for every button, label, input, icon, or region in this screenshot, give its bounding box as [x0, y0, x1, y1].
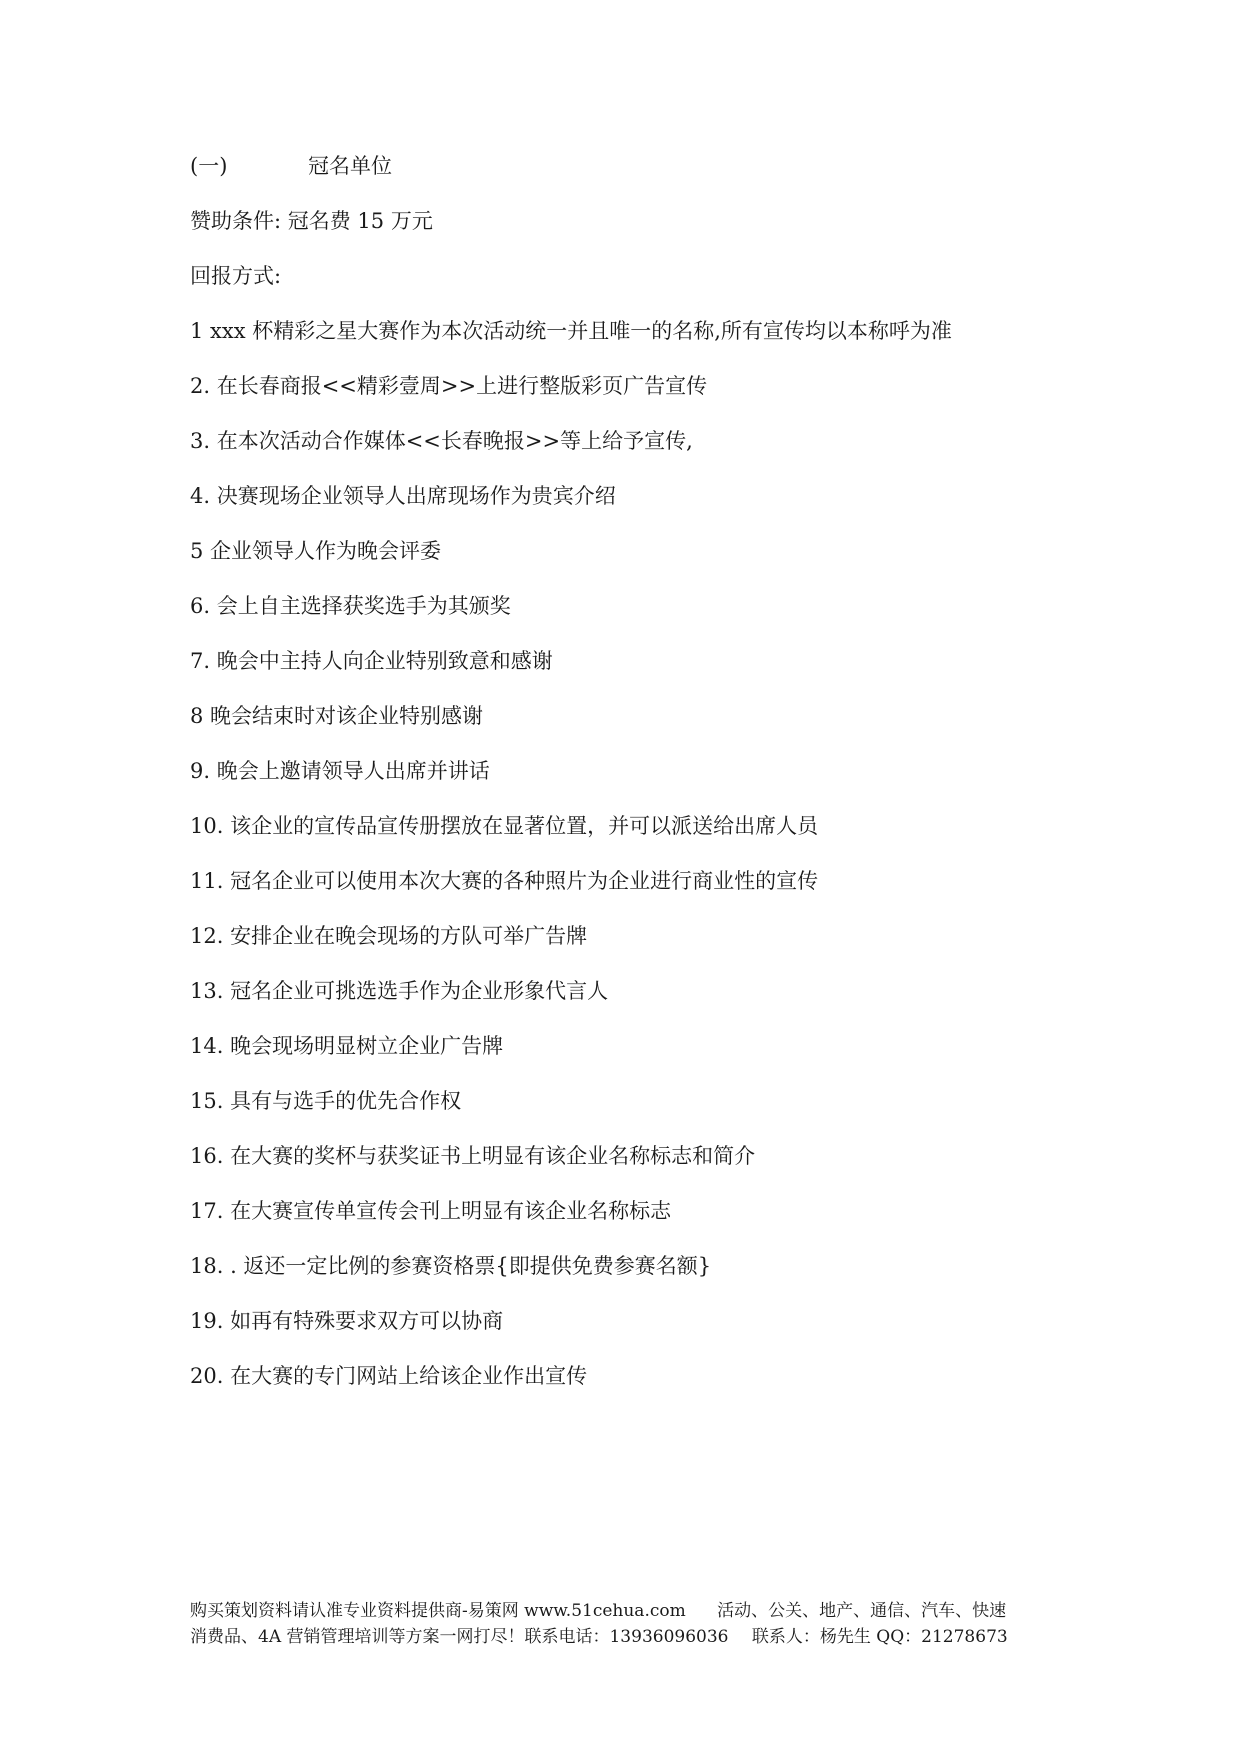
list-item: 18. . 返还一定比例的参赛资格票{即提供免费参赛名额}	[190, 1254, 712, 1278]
footer-ad-text: 购买策划资料请认准专业资料提供商-易策网	[190, 1601, 519, 1621]
list-item: 17. 在大赛宣传单宣传会刊上明显有该企业名称标志	[190, 1199, 672, 1223]
footer-phone-text: 消费品、4A 营销管理培训等方案一网打尽！联系电话：13936096036	[190, 1627, 729, 1647]
list-item: 5 企业领导人作为晚会评委	[190, 539, 442, 563]
sponsor-condition: 赞助条件: 冠名费 15 万元	[190, 209, 433, 233]
page-footer	[190, 1598, 1008, 1650]
section-number: (一)	[190, 154, 228, 178]
list-item: 7. 晚会中主持人向企业特别致意和感谢	[190, 649, 553, 673]
list-item: 3. 在本次活动合作媒体<<长春晚报>>等上给予宣传,	[190, 429, 693, 453]
footer-line-1	[190, 1598, 1008, 1624]
list-item: 12. 安排企业在晚会现场的方队可举广告牌	[190, 924, 588, 948]
list-item: 15. 具有与选手的优先合作权	[190, 1089, 462, 1113]
return-label: 回报方式:	[190, 264, 282, 288]
list-item: 8 晚会结束时对该企业特别感谢	[190, 704, 484, 728]
list-item: 2. 在长春商报<<精彩壹周>>上进行整版彩页广告宣传	[190, 374, 708, 398]
list-item: 4. 决赛现场企业领导人出席现场作为贵宾介绍	[190, 484, 616, 508]
list-item: 14. 晚会现场明显树立企业广告牌	[190, 1034, 504, 1058]
footer-url: www.51cehua.com	[524, 1601, 686, 1621]
footer-line-2	[190, 1624, 1008, 1650]
list-item: 10. 该企业的宣传品宣传册摆放在显著位置，并可以派送给出席人员	[190, 814, 819, 838]
footer-contact: 联系人：杨先生	[751, 1627, 871, 1647]
list-item: 19. 如再有特殊要求双方可以协商	[190, 1309, 504, 1333]
list-item: 13. 冠名企业可挑选选手作为企业形象代言人	[190, 979, 609, 1003]
list-item: 16. 在大赛的奖杯与获奖证书上明显有该企业名称标志和简介	[190, 1144, 756, 1168]
list-item: 11. 冠名企业可以使用本次大赛的各种照片为企业进行商业性的宣传	[190, 869, 819, 893]
list-item: 9. 晚会上邀请领导人出席并讲话	[190, 759, 490, 783]
section-title: 冠名单位	[308, 154, 392, 178]
list-item: 20. 在大赛的专门网站上给该企业作出宣传	[190, 1364, 588, 1388]
footer-topics: 活动、公关、地产、通信、汽车、快速	[717, 1601, 1007, 1621]
section-heading	[190, 152, 392, 180]
list-item: 6. 会上自主选择获奖选手为其颁奖	[190, 594, 511, 618]
list-item: 1 xxx 杯精彩之星大赛作为本次活动统一并且唯一的名称,所有宣传均以本称呼为准	[190, 319, 952, 343]
footer-qq: QQ：21278673	[876, 1627, 1008, 1647]
